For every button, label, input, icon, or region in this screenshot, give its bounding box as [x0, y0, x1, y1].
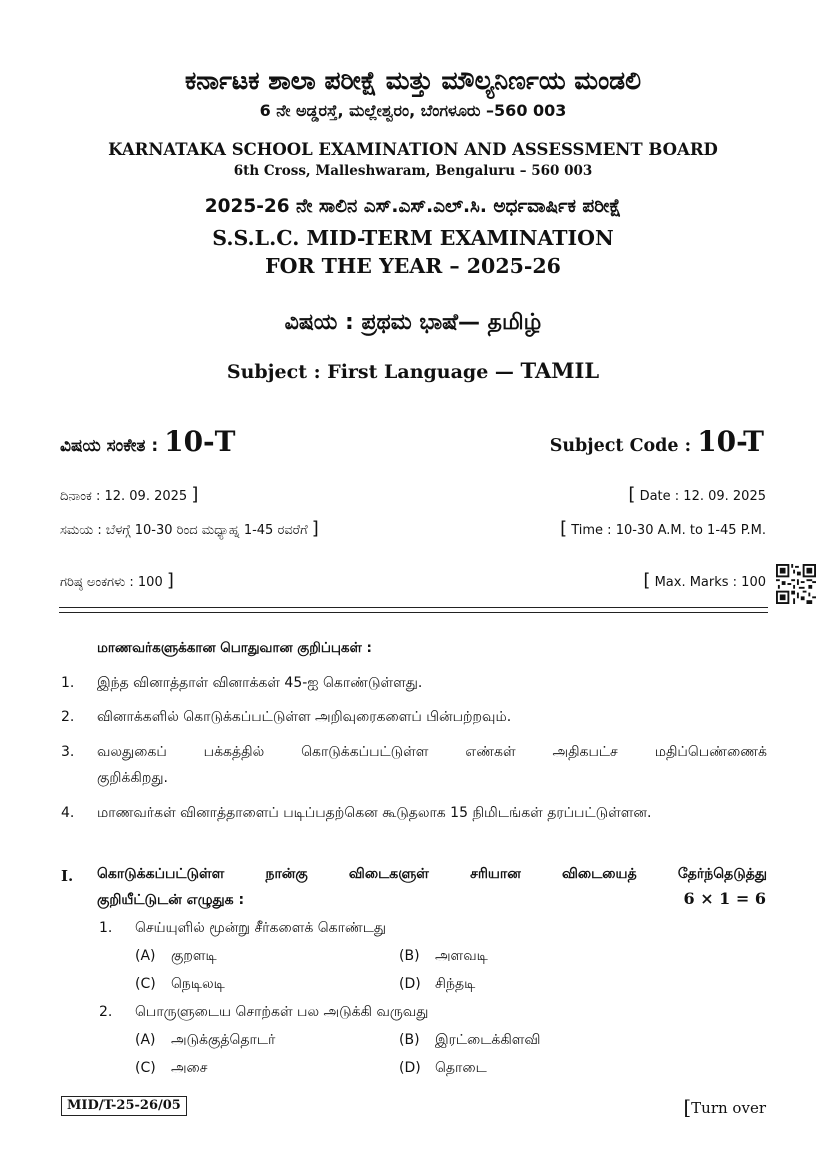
instructions-heading: மாணவர்களுக்கான பொதுவான குறிப்புகள் :	[97, 640, 372, 656]
divider-top	[59, 607, 768, 608]
option-text: குறளடி	[171, 948, 217, 964]
option-text: தொடை	[435, 1060, 487, 1076]
question-text: பொருளுடைய சொற்கள் பல அடுக்கி வருவது	[135, 1004, 429, 1020]
instruction-number: 3.	[61, 744, 75, 760]
option-a	[135, 1032, 275, 1050]
option-c	[135, 976, 225, 994]
option-text: சிந்தடி	[435, 976, 476, 992]
bracket-close: ]	[166, 570, 174, 591]
max-marks-kannada	[60, 570, 174, 591]
bracket-open: [	[643, 570, 651, 591]
bracket-open: [	[683, 1095, 692, 1119]
exam-title-english-line2: FOR THE YEAR – 2025-26	[265, 254, 561, 278]
option-label: (B)	[399, 1032, 420, 1048]
time-english-text: Time : 10-30 A.M. to 1-45 P.M.	[571, 523, 766, 538]
board-address-english: 6th Cross, Malleshwaram, Bengaluru – 560 003	[233, 163, 593, 179]
time-kannada	[60, 518, 319, 539]
subject-english-prefix: Subject : First Language —	[226, 361, 521, 383]
bracket-close: ]	[311, 518, 319, 539]
subject-english	[0, 358, 826, 383]
option-b	[399, 948, 488, 966]
option-label: (C)	[135, 1060, 156, 1076]
exam-title-kannada: 2025-26 ನೇ ಸಾಲಿನ ಎಸ್.ಎಸ್.ಎಲ್.ಸಿ. ಅರ್ಧವಾರ್ಷಿಕ ಪರೀಕ್ಷೆ	[204, 196, 622, 217]
option-label: (C)	[135, 976, 156, 992]
option-d	[399, 976, 475, 994]
instruction-text: இந்த வினாத்தாள் வினாக்கள் 45-ஐ கொண்டுள்ளது.	[97, 675, 423, 691]
option-text: அசை	[171, 1060, 208, 1076]
instruction-text-continued: குறிக்கிறது.	[97, 770, 168, 786]
bracket-open: [	[560, 518, 568, 539]
section-instruction-line1: கொடுக்கப்பட்டுள்ள நான்கு விடைகளுள் சரியான விடையைத் தேர்ந்தெடுத்து	[97, 866, 767, 882]
question-number: 1.	[99, 920, 113, 936]
board-name-kannada: ಕರ್ನಾಟಕ ಶಾಲಾ ಪರೀಕ್ಷೆ ಮತ್ತು ಮೌಲ್ಯನಿರ್ಣಯ ಮಂಡಲಿ	[185, 66, 641, 95]
option-label: (B)	[399, 948, 420, 964]
option-text: அளவடி	[435, 948, 488, 964]
section-marks: 6 × 1 = 6	[683, 889, 766, 908]
date-kannada	[60, 484, 198, 505]
date-english-text: Date : 12. 09. 2025	[639, 489, 766, 504]
subject-code-kannada-value: 10-T	[164, 425, 236, 458]
turn-over-text: Turn over	[691, 1099, 766, 1117]
option-label: (A)	[135, 1032, 156, 1048]
max-marks-kannada-text: ಗರಿಷ್ಠ ಅಂಕಗಳು : 100	[60, 575, 163, 590]
time-kannada-text: ಸಮಯ : ಬೆಳಗ್ಗೆ 10-30 ರಿಂದ ಮಧ್ಯಾಹ್ನ 1-45 ರವರೆಗೆ	[60, 523, 308, 538]
option-label: (A)	[135, 948, 156, 964]
turn-over	[683, 1094, 766, 1118]
option-text: இரட்டைக்கிளவி	[435, 1032, 541, 1048]
section-number: I.	[61, 867, 74, 885]
subject-code-kannada	[60, 425, 236, 458]
time-english	[560, 518, 766, 539]
option-text: அடுக்குத்தொடர்	[171, 1032, 276, 1048]
qr-code-icon	[776, 564, 816, 604]
board-name-english: KARNATAKA SCHOOL EXAMINATION AND ASSESSMENT BOARD	[108, 140, 718, 159]
subject-code-english-label: Subject Code :	[549, 436, 698, 456]
max-marks-english	[643, 570, 766, 591]
divider-bottom	[59, 612, 768, 613]
instruction-text: மாணவர்கள் வினாத்தாளைப் படிப்பதற்கென கூடுதலாக 15 நிமிடங்கள் தரப்பட்டுள்ளன.	[97, 805, 652, 821]
bracket-open: [	[628, 484, 636, 505]
instruction-number: 2.	[61, 709, 75, 725]
instruction-text: வலதுகைப் பக்கத்தில் கொடுக்கப்பட்டுள்ள எண்கள் அதிகபட்ச மதிப்பெண்ணைக்	[97, 744, 767, 760]
question-text: செய்யுளில் மூன்று சீர்களைக் கொண்டது	[135, 920, 387, 936]
board-address-kannada: 6 ನೇ ಅಡ್ಡರಸ್ತೆ, ಮಲ್ಲೇಶ್ವರಂ, ಬೆಂಗಳೂರು –560 003	[259, 101, 567, 120]
date-english	[628, 484, 766, 505]
option-label: (D)	[399, 1060, 421, 1076]
subject-kannada: ವಿಷಯ : ಪ್ರಥಮ ಭಾಷೆ— தமிழ்	[284, 310, 542, 335]
subject-code-kannada-label: ವಿಷಯ ಸಂಕೇತ :	[60, 436, 165, 456]
subject-code-english	[550, 425, 764, 458]
paper-code: MID/T-25-26/05	[61, 1096, 187, 1116]
instruction-number: 1.	[61, 675, 75, 691]
question-number: 2.	[99, 1004, 113, 1020]
max-marks-english-text: Max. Marks : 100	[654, 575, 766, 590]
date-kannada-text: ದಿನಾಂಕ : 12. 09. 2025	[60, 489, 188, 504]
option-label: (D)	[399, 976, 421, 992]
bracket-close: ]	[191, 484, 199, 505]
option-c	[135, 1060, 208, 1078]
subject-english-language: TAMIL	[520, 358, 600, 383]
option-b	[399, 1032, 540, 1050]
instruction-number: 4.	[61, 805, 75, 821]
section-instruction-line2: குறியீட்டுடன் எழுதுக :	[97, 892, 245, 908]
option-text: நெடிலடி	[171, 976, 225, 992]
subject-code-english-value: 10-T	[697, 425, 764, 458]
option-a	[135, 948, 217, 966]
instruction-text: வினாக்களில் கொடுக்கப்பட்டுள்ள அறிவுரைகளைப் பின்பற்றவும்.	[97, 709, 512, 725]
exam-title-english-line1: S.S.L.C. MID-TERM EXAMINATION	[212, 226, 614, 250]
option-d	[399, 1060, 487, 1078]
